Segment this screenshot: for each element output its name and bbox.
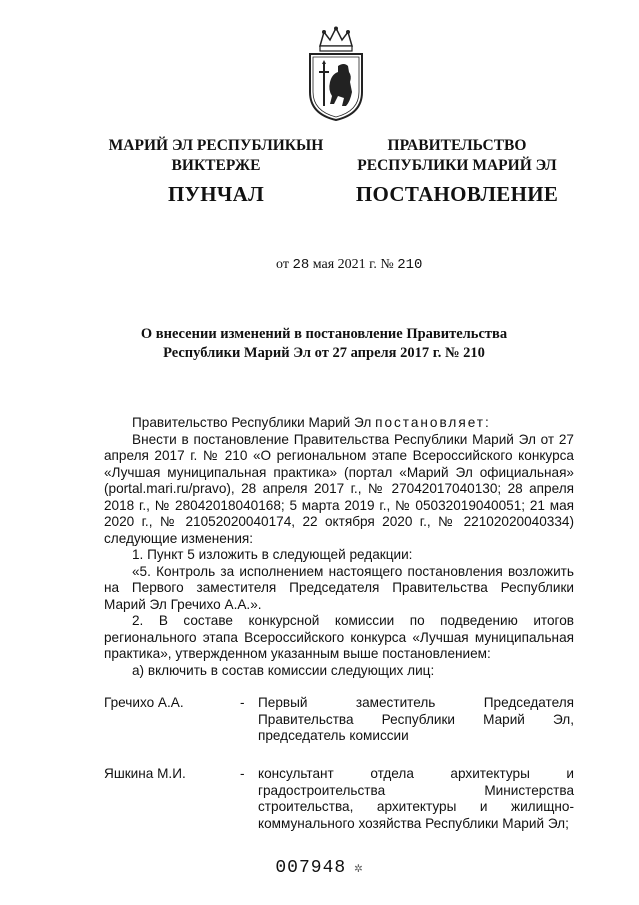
serial-mark-icon: ✲ bbox=[354, 861, 364, 877]
document-dateline bbox=[276, 257, 422, 273]
header-right-line2: РЕСПУБЛИКИ МАРИЙ ЭЛ bbox=[357, 157, 557, 174]
header-right-doc-type: ПОСТАНОВЛЕНИЕ bbox=[355, 182, 559, 206]
body-paragraph-3: 1. Пункт 5 изложить в следующей редакции: bbox=[132, 547, 413, 562]
body-paragraph-6: а) включить в состав комиссии следующих лиц: bbox=[132, 662, 435, 678]
serial-number-text: 007948 bbox=[275, 858, 347, 878]
dateline-month-year: мая 2021 г. № bbox=[312, 257, 394, 272]
member-dash: - bbox=[240, 766, 245, 781]
body-p1-subject: Правительство Республики Марий Эл bbox=[132, 415, 372, 430]
header-left-doc-type: ПУНЧАЛ bbox=[167, 182, 265, 206]
member-dash: - bbox=[240, 695, 245, 710]
document-body bbox=[104, 415, 574, 679]
body-paragraph-4: «5. Контроль за исполнением настоящего постановления возложить на Первого заместителя Председателя Правительства Республики Марий Эл Гречихо А.А.». bbox=[104, 563, 574, 612]
body-p1-verb: постановляет: bbox=[375, 415, 491, 430]
coat-of-arms-emblem bbox=[300, 26, 372, 122]
member-name: Гречихо А.А. bbox=[104, 695, 184, 710]
dateline-number: 210 bbox=[397, 257, 423, 273]
header-russian-block bbox=[352, 136, 562, 204]
title-line2: Республики Марий Эл от 27 апреля 2017 г. № 210 bbox=[163, 345, 485, 361]
member-role: Первый заместитель Председателя Правительства Республики Марий Эл, председатель комиссии bbox=[258, 695, 574, 743]
document-title bbox=[104, 325, 544, 363]
member-name: Яшкина М.И. bbox=[104, 766, 186, 781]
header-left-line2: ВИКТЕРЖЕ bbox=[171, 157, 261, 174]
header-left-line1: МАРИЙ ЭЛ РЕСПУБЛИКЫН bbox=[108, 137, 324, 154]
body-paragraph-1 bbox=[104, 415, 574, 432]
member-role: консультант отдела архитектуры и градостроительства Министерства строительства, архитектуры и жилищно-коммунального хозяйства Республики Марий Эл; bbox=[258, 766, 574, 831]
header-right-line1: ПРАВИТЕЛЬСТВО bbox=[387, 137, 527, 154]
body-paragraph-2: Внести в постановление Правительства Республики Марий Эл от 27 апреля 2017 г. № 210 «О региональном этапе Всероссийского конкурса «Лучшая муниципальная практика» (портал «Марий Эл официальная» (portal.mari.ru/pravo), 28 апреля 2017 г., № 27042017040130; 28 апреля 2018 г., № 28042018040168; 5 марта 2019 г., № 05032019040051; 21 мая 2020 г., № 21052020040174, 22 октября 2020 г., № 22102020040334) следующие изменения: bbox=[104, 431, 574, 546]
dateline-prefix: от bbox=[276, 257, 289, 272]
title-line1: О внесении изменений в постановление Правительства bbox=[140, 326, 508, 342]
header-mari-block bbox=[96, 136, 336, 204]
body-paragraph-5: 2. В составе конкурсной комиссии по подведению итогов регионального этапа Всероссийского конкурса «Лучшая муниципальная практика», утвержденном указанным выше постановлением: bbox=[104, 613, 574, 661]
dateline-day: 28 bbox=[292, 257, 310, 273]
document-serial-number bbox=[0, 858, 639, 878]
